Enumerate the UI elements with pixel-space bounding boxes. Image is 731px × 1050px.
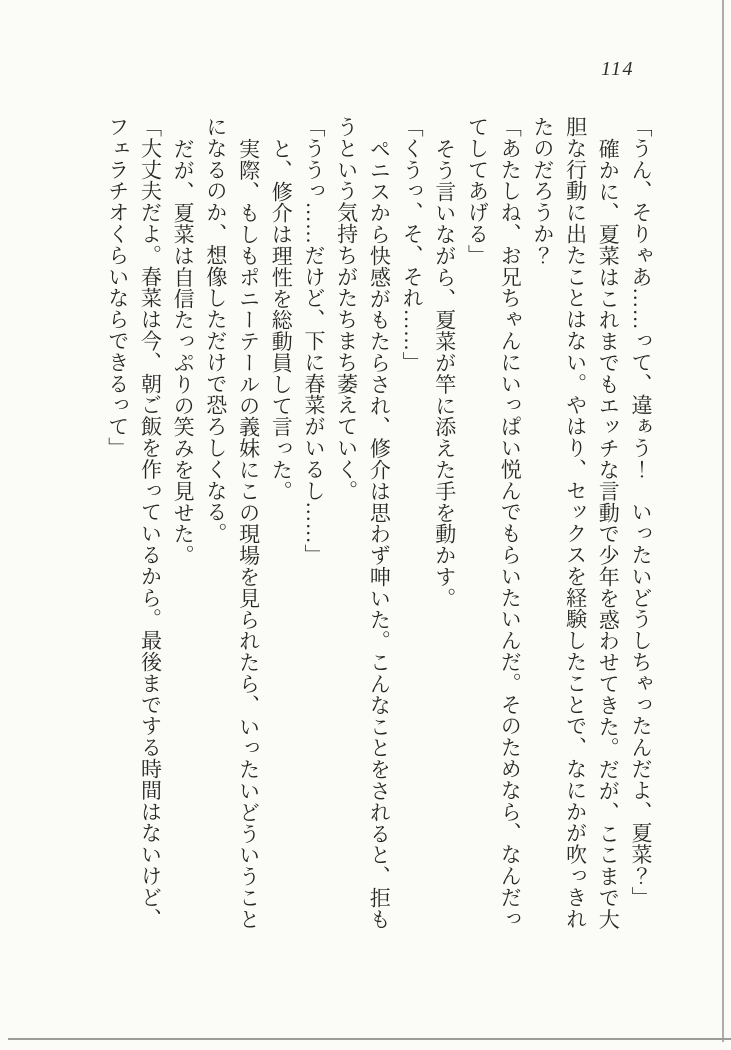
text-line: 実際、もしもポニーテールの義妹にこの現場を見られたら、いったいどういうこと [236,137,261,930]
page-number: 114 [601,58,635,80]
text-line: と、修介は理性を総動員して言った。 [269,137,294,502]
text-line: ペニスから快感がもたらされ、修介は思わず呻いた。こんなことをされると、拒も [367,137,392,930]
text-line: そう言いながら、夏菜が竿に添えた手を動かす。 [432,137,457,609]
text-line: てしてあげる」 [465,116,490,266]
text-line: 「うん、そりゃあ……って、違ぁう！ いったいどうしちゃったんだよ、夏菜？」 [629,116,653,908]
page-edge-right [722,0,724,1042]
text-line: うという気持ちがたちまち萎えていく。 [334,116,359,502]
body-text [101,116,657,938]
text-line: 確かに、夏菜はこれまでもエッチな言動で少年を惑わせてきた。だが、ここまで大 [596,137,621,930]
text-line: たのだろうか？ [530,116,555,266]
text-line: 「ううっ……だけど、下に春菜がいるし……」 [301,116,326,566]
page-edge-bottom [8,1038,731,1040]
text-line: だが、夏菜は自信たっぷりの笑みを見せた。 [171,137,196,566]
text-line: フェラチオくらいならできるって」 [105,116,130,459]
text-line: 胆な行動に出たことはない。やはり、セックスを経験したことで、なにかが吹っきれ [563,116,588,930]
text-line: になるのか、想像しただけで恐ろしくなる。 [203,116,228,544]
text-line: 「くうっ、そ、それ……」 [400,116,425,373]
text-line: 「あたしね、お兄ちゃんにいっぱい悦んでもらいたいんだ。そのためなら、なんだっ [498,116,523,930]
text-line: 「大丈夫だよ。春菜は今、朝ご飯を作っているから。最後までする時間はないけど、 [138,116,163,930]
